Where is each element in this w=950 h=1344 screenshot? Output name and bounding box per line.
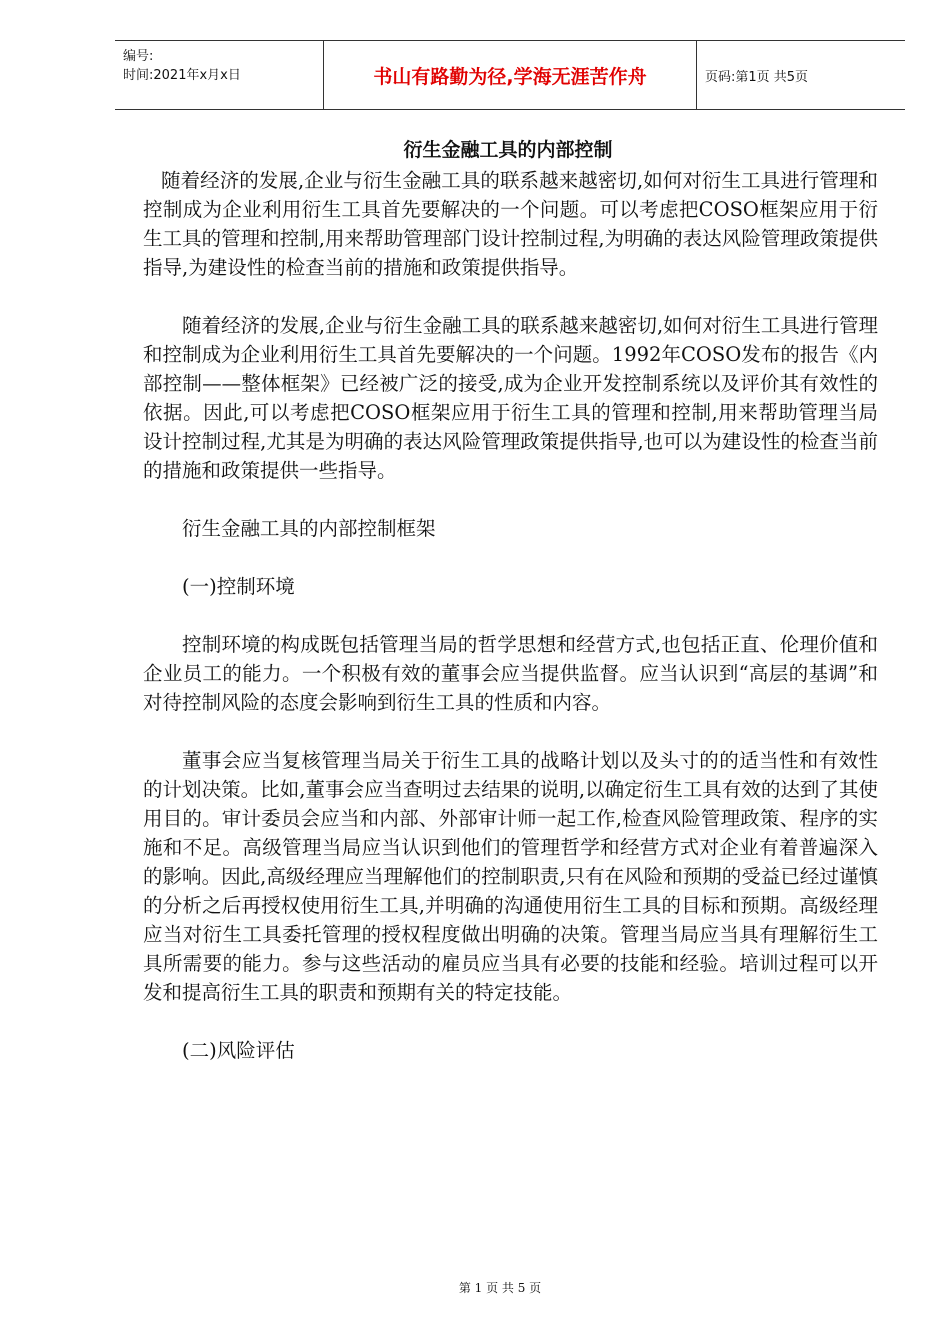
page-footer: 第 1 页 共 5 页	[458, 1281, 542, 1295]
paragraph-coso: 随着经济的发展,企业与衍生金融工具的联系越来越密切,如何对衍生工具进行管理和控制成为企业利用衍生工具首先要解决的一个问题。1992年COSO发布的报告《内部控制——整体框架》已经被广泛的接受,成为企业开发控制系统以及评价其有效性的依据。因此,可以考虑把COSO框架应用于衍生工具的管理和控制,用来帮助管理当局设计控制过程,尤其是为明确的表达风险管理政策提供指导,也可以为建设性的检查当前的措施和政策提供一些指导。	[143, 314, 878, 482]
document-body	[143, 166, 878, 1094]
section-heading-risk-assessment: (二)风险评估	[182, 1039, 295, 1062]
header-page-number: 页码:第1页 共5页	[705, 69, 809, 85]
document-time-label: 时间:2021年x月x日	[123, 68, 241, 83]
paragraph-control-environment: 控制环境的构成既包括管理当局的哲学思想和经营方式,也包括正直、伦理价值和企业员工的能力。一个积极有效的董事会应当提供监督。应当认识到“高层的基调”和对待控制风险的态度会影响到衍生工具的性质和内容。	[143, 633, 878, 714]
page-header	[115, 40, 905, 110]
header-motto: 书山有路勤为径,学海无涯苦作舟	[323, 41, 697, 109]
section-heading-framework: 衍生金融工具的内部控制框架	[182, 517, 436, 540]
document-title: 衍生金融工具的内部控制	[403, 139, 613, 161]
header-meta	[115, 41, 323, 109]
document-number-label: 编号:	[123, 49, 154, 64]
paragraph-board-review: 董事会应当复核管理当局关于衍生工具的战略计划以及头寸的的适当性和有效性的计划决策。比如,董事会应当查明过去结果的说明,以确定衍生工具有效的达到了其使用目的。审计委员会应当和内部、外部审计师一起工作,检查风险管理政策、程序的实施和不足。高级管理当局应当认识到他们的管理哲学和经营方式对企业有着普遍深入的影响。因此,高级经理应当理解他们的控制职责,只有在风险和预期的受益已经过谨慎的分析之后再授权使用衍生工具,并明确的沟通使用衍生工具的目标和预期。高级经理应当对衍生工具委托管理的授权程度做出明确的决策。管理当局应当具有理解衍生工具所需要的能力。参与这些活动的雇员应当具有必要的技能和经验。培训过程可以开发和提高衍生工具的职责和预期有关的特定技能。	[143, 749, 878, 1004]
paragraph-intro: 随着经济的发展,企业与衍生金融工具的联系越来越密切,如何对衍生工具进行管理和控制成为企业利用衍生工具首先要解决的一个问题。可以考虑把COSO框架应用于衍生工具的管理和控制,用来帮助管理部门设计控制过程,为明确的表达风险管理政策提供指导,为建设性的检查当前的措施和政策提供指导。	[143, 169, 878, 279]
section-heading-control-environment: (一)控制环境	[182, 575, 295, 598]
